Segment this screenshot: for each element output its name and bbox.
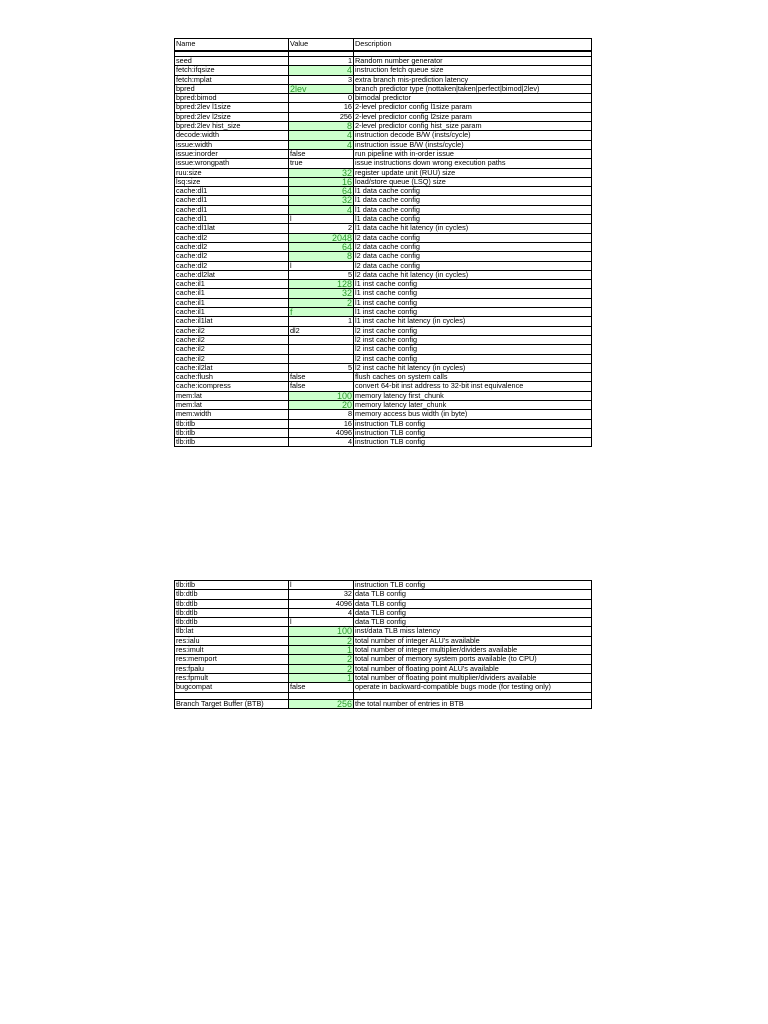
param-description-cell[interactable]: total number of integer ALU's available [354, 636, 592, 645]
table-row [175, 618, 592, 627]
param-description-cell[interactable]: register update unit (RUU) size [354, 168, 592, 177]
param-description-cell[interactable]: l1 data cache config [354, 215, 592, 224]
param-value-cell[interactable]: l [289, 618, 354, 627]
param-name-cell[interactable]: mem:width [175, 410, 289, 419]
table-row [175, 187, 592, 196]
param-name-cell[interactable]: mem:lat [175, 400, 289, 409]
table-row [175, 84, 592, 93]
param-value-cell[interactable]: 100 [289, 627, 354, 636]
table-row [175, 363, 592, 372]
param-value-cell[interactable]: 4096 [289, 428, 354, 437]
param-description-cell[interactable]: flush caches on system calls [354, 373, 592, 382]
param-name-cell[interactable]: bugcompat [175, 683, 289, 692]
param-value-cell[interactable]: 32 [289, 168, 354, 177]
param-description-cell[interactable]: l1 inst cache config [354, 289, 592, 298]
param-name-cell[interactable]: res:ialu [175, 636, 289, 645]
param-name-cell[interactable]: decode:width [175, 131, 289, 140]
param-value-cell[interactable]: 2048 [289, 233, 354, 242]
param-description-cell[interactable]: total number of integer multiplier/dividers available [354, 646, 592, 655]
table-row [175, 373, 592, 382]
param-description-cell[interactable]: l1 data cache config [354, 205, 592, 214]
param-description-cell[interactable]: instruction TLB config [354, 581, 592, 590]
table-row [175, 233, 592, 242]
table-row [175, 655, 592, 664]
param-name-cell[interactable]: cache:dl1 [175, 205, 289, 214]
param-name-cell[interactable]: cache:dl1 [175, 196, 289, 205]
param-description-cell[interactable]: l2 data cache config [354, 242, 592, 251]
param-value-cell[interactable]: false [289, 382, 354, 391]
table-row [175, 664, 592, 673]
param-name-cell[interactable]: seed [175, 57, 289, 66]
table-row [175, 590, 592, 599]
param-value-cell[interactable]: l [289, 215, 354, 224]
param-name-cell[interactable]: tlb:dtlb [175, 618, 289, 627]
table-row [175, 289, 592, 298]
param-value-cell[interactable]: 2 [289, 636, 354, 645]
param-value-cell[interactable]: 4 [289, 438, 354, 447]
table-row [175, 261, 592, 270]
param-name-cell[interactable]: res:memport [175, 655, 289, 664]
param-description-cell[interactable]: load/store queue (LSQ) size [354, 177, 592, 186]
table-row [175, 196, 592, 205]
param-name-cell[interactable]: res:fpmult [175, 673, 289, 682]
table-row [175, 66, 592, 75]
table-row [175, 627, 592, 636]
table-row [175, 270, 592, 279]
table-row [175, 419, 592, 428]
param-description-cell[interactable]: total number of memory system ports available (to CPU) [354, 655, 592, 664]
param-value-cell[interactable]: 1 [289, 673, 354, 682]
param-name-cell[interactable]: cache:il1lat [175, 317, 289, 326]
param-description-cell[interactable]: l2 data cache config [354, 252, 592, 261]
table-row [175, 308, 592, 317]
param-name-cell[interactable]: cache:dl2 [175, 242, 289, 251]
param-value-cell[interactable]: 4 [289, 140, 354, 149]
param-name-cell[interactable]: fetch:ifqsize [175, 66, 289, 75]
param-name-cell[interactable]: tlb:dtlb [175, 590, 289, 599]
table-row [175, 168, 592, 177]
param-name-cell[interactable]: fetch:mplat [175, 75, 289, 84]
param-description-cell[interactable]: operate in backward-compatible bugs mode (for testing only) [354, 683, 592, 692]
param-description-cell[interactable]: 2-level predictor config hist_size param [354, 122, 592, 131]
table-row [175, 391, 592, 400]
table-row [175, 57, 592, 66]
param-name-cell[interactable]: lsq:size [175, 177, 289, 186]
param-value-cell[interactable]: 2 [289, 655, 354, 664]
param-name-cell[interactable]: tlb:dtlb [175, 608, 289, 617]
table-row [175, 581, 592, 590]
param-name-cell[interactable]: cache:dl1 [175, 215, 289, 224]
blank-row [175, 692, 592, 699]
table-row [175, 242, 592, 251]
param-name-cell[interactable]: bpred:2lev l2size [175, 112, 289, 121]
btb-description-cell[interactable]: the total number of entries in BTB [354, 699, 592, 708]
param-description-cell[interactable]: instruction decode B/W (insts/cycle) [354, 131, 592, 140]
table-row [175, 599, 592, 608]
parameter-table-1 [174, 38, 592, 447]
param-name-cell[interactable]: res:fpalu [175, 664, 289, 673]
param-value-cell[interactable]: 4 [289, 608, 354, 617]
param-description-cell[interactable]: total number of floating point multiplier/dividers available [354, 673, 592, 682]
param-value-cell[interactable]: 32 [289, 289, 354, 298]
param-value-cell[interactable]: dl2 [289, 326, 354, 335]
param-name-cell[interactable]: cache:il1 [175, 280, 289, 289]
param-description-cell[interactable]: l2 inst cache config [354, 335, 592, 344]
param-value-cell[interactable]: 8 [289, 410, 354, 419]
table-row [175, 280, 592, 289]
param-value-cell[interactable]: 100 [289, 391, 354, 400]
param-value-cell[interactable]: 32 [289, 590, 354, 599]
table-row [175, 224, 592, 233]
table-row [175, 400, 592, 409]
table-row [175, 428, 592, 437]
param-name-cell[interactable]: tlb:itlb [175, 419, 289, 428]
param-description-cell[interactable]: instruction TLB config [354, 428, 592, 437]
param-description-cell[interactable]: issue instructions down wrong execution paths [354, 159, 592, 168]
param-value-cell[interactable]: 3 [289, 75, 354, 84]
param-value-cell[interactable]: 4 [289, 66, 354, 75]
param-description-cell[interactable]: data TLB config [354, 590, 592, 599]
param-name-cell[interactable]: cache:il2 [175, 345, 289, 354]
param-value-cell[interactable]: 16 [289, 419, 354, 428]
param-description-cell[interactable]: l2 inst cache hit latency (in cycles) [354, 363, 592, 372]
param-description-cell[interactable]: data TLB config [354, 608, 592, 617]
table-row [175, 140, 592, 149]
param-value-cell[interactable]: 2 [289, 224, 354, 233]
param-value-cell[interactable]: 4 [289, 205, 354, 214]
param-value-cell[interactable]: 64 [289, 187, 354, 196]
table-row [175, 438, 592, 447]
param-description-cell[interactable]: convert 64-bit inst address to 32-bit inst equivalence [354, 382, 592, 391]
param-value-cell[interactable]: 2lev [289, 84, 354, 93]
param-name-cell[interactable]: ruu:size [175, 168, 289, 177]
param-name-cell[interactable]: mem:lat [175, 391, 289, 400]
param-value-cell[interactable]: 1 [289, 646, 354, 655]
param-value-cell[interactable]: 16 [289, 177, 354, 186]
param-description-cell[interactable]: instruction TLB config [354, 438, 592, 447]
param-value-cell[interactable]: 8 [289, 122, 354, 131]
parameter-table-2 [174, 580, 592, 709]
param-value-cell[interactable]: 128 [289, 280, 354, 289]
param-description-cell[interactable]: total number of floating point ALU's available [354, 664, 592, 673]
param-name-cell[interactable]: cache:il2 [175, 326, 289, 335]
table-row [175, 326, 592, 335]
param-name-cell[interactable]: bpred:2lev l1size [175, 103, 289, 112]
param-name-cell[interactable]: tlb:lat [175, 627, 289, 636]
param-value-cell[interactable]: 2 [289, 298, 354, 307]
param-name-cell[interactable]: tlb:itlb [175, 428, 289, 437]
param-description-cell[interactable]: instruction issue B/W (insts/cycle) [354, 140, 592, 149]
param-description-cell[interactable]: bimodal predictor [354, 94, 592, 103]
table-row [175, 177, 592, 186]
param-description-cell[interactable]: branch predictor type (nottaken|taken|perfect|bimod|2lev) [354, 84, 592, 93]
param-description-cell[interactable]: data TLB config [354, 599, 592, 608]
table-row [175, 636, 592, 645]
param-value-cell[interactable] [289, 345, 354, 354]
table-row [175, 131, 592, 140]
param-value-cell[interactable]: 256 [289, 112, 354, 121]
param-description-cell[interactable]: l2 inst cache config [354, 326, 592, 335]
header-name: Name [175, 39, 289, 52]
param-name-cell[interactable]: tlb:dtlb [175, 599, 289, 608]
table-row [175, 215, 592, 224]
param-value-cell[interactable]: 32 [289, 196, 354, 205]
param-value-cell[interactable]: 4096 [289, 599, 354, 608]
param-description-cell[interactable]: l1 inst cache config [354, 298, 592, 307]
param-description-cell[interactable]: l2 data cache config [354, 233, 592, 242]
btb-value-cell[interactable]: 256 [289, 699, 354, 708]
param-name-cell[interactable]: bpred:bimod [175, 94, 289, 103]
table-row [175, 122, 592, 131]
param-description-cell[interactable]: data TLB config [354, 618, 592, 627]
param-description-cell[interactable]: l1 data cache config [354, 196, 592, 205]
param-description-cell[interactable]: l1 inst cache config [354, 308, 592, 317]
table-row [175, 252, 592, 261]
param-name-cell[interactable]: cache:dl1 [175, 187, 289, 196]
param-name-cell[interactable]: cache:dl2 [175, 233, 289, 242]
param-name-cell[interactable]: cache:il2 [175, 335, 289, 344]
param-value-cell[interactable]: 5 [289, 270, 354, 279]
btb-name-cell[interactable]: Branch Target Buffer (BTB) [175, 699, 289, 708]
param-description-cell[interactable]: instruction fetch queue size [354, 66, 592, 75]
param-value-cell[interactable] [289, 335, 354, 344]
param-name-cell[interactable]: cache:icompress [175, 382, 289, 391]
param-name-cell[interactable]: cache:il1 [175, 308, 289, 317]
param-description-cell[interactable]: Random number generator [354, 57, 592, 66]
param-value-cell[interactable]: l [289, 581, 354, 590]
table-row [175, 683, 592, 692]
param-description-cell[interactable]: extra branch mis-prediction latency [354, 75, 592, 84]
table-row [175, 103, 592, 112]
param-name-cell[interactable]: cache:il2lat [175, 363, 289, 372]
param-name-cell[interactable]: cache:dl2 [175, 261, 289, 270]
param-name-cell[interactable]: issue:wrongpath [175, 159, 289, 168]
header-value: Value [289, 39, 354, 52]
param-value-cell[interactable]: false [289, 373, 354, 382]
param-value-cell[interactable]: true [289, 159, 354, 168]
param-name-cell[interactable]: issue:inorder [175, 149, 289, 158]
param-value-cell[interactable]: 0 [289, 94, 354, 103]
param-name-cell[interactable]: tlb:itlb [175, 581, 289, 590]
param-name-cell[interactable]: cache:dl1lat [175, 224, 289, 233]
btb-row [175, 699, 592, 708]
param-value-cell[interactable]: 1 [289, 317, 354, 326]
param-name-cell[interactable]: bpred [175, 84, 289, 93]
header-row [175, 39, 592, 52]
param-value-cell[interactable]: 1 [289, 57, 354, 66]
table-row [175, 75, 592, 84]
table-row [175, 159, 592, 168]
param-value-cell[interactable]: 16 [289, 103, 354, 112]
param-value-cell[interactable]: f [289, 308, 354, 317]
table-row [175, 354, 592, 363]
param-description-cell[interactable]: l2 data cache hit latency (in cycles) [354, 270, 592, 279]
param-description-cell[interactable]: instruction TLB config [354, 419, 592, 428]
param-name-cell[interactable]: bpred:2lev hist_size [175, 122, 289, 131]
param-value-cell[interactable]: 4 [289, 131, 354, 140]
param-description-cell[interactable]: 2-level predictor config l2size param [354, 112, 592, 121]
param-value-cell[interactable]: 5 [289, 363, 354, 372]
param-description-cell[interactable]: l1 inst cache hit latency (in cycles) [354, 317, 592, 326]
param-value-cell[interactable]: false [289, 683, 354, 692]
table-row [175, 608, 592, 617]
param-value-cell[interactable]: 20 [289, 400, 354, 409]
param-value-cell[interactable]: 8 [289, 252, 354, 261]
param-name-cell[interactable]: tlb:itlb [175, 438, 289, 447]
table-row [175, 382, 592, 391]
table-row [175, 149, 592, 158]
param-description-cell[interactable]: memory access bus width (in byte) [354, 410, 592, 419]
param-description-cell[interactable]: l1 inst cache config [354, 280, 592, 289]
table-row [175, 673, 592, 682]
param-description-cell[interactable]: l2 inst cache config [354, 345, 592, 354]
table-row [175, 335, 592, 344]
param-value-cell[interactable] [289, 354, 354, 363]
param-description-cell[interactable]: l1 data cache hit latency (in cycles) [354, 224, 592, 233]
param-name-cell[interactable]: cache:il2 [175, 354, 289, 363]
param-description-cell[interactable]: l2 data cache config [354, 261, 592, 270]
table-row [175, 345, 592, 354]
param-description-cell[interactable]: inst/data TLB miss latency [354, 627, 592, 636]
table-row [175, 298, 592, 307]
table-row [175, 112, 592, 121]
table-row [175, 94, 592, 103]
param-description-cell[interactable]: 2-level predictor config l1size param [354, 103, 592, 112]
param-name-cell[interactable]: cache:il1 [175, 298, 289, 307]
param-value-cell[interactable]: 64 [289, 242, 354, 251]
param-description-cell[interactable]: memory latency first_chunk [354, 391, 592, 400]
param-description-cell[interactable]: memory latency later_chunk [354, 400, 592, 409]
param-description-cell[interactable]: run pipeline with in-order issue [354, 149, 592, 158]
param-description-cell[interactable]: l1 data cache config [354, 187, 592, 196]
param-name-cell[interactable]: cache:dl2 [175, 252, 289, 261]
param-name-cell[interactable]: issue:width [175, 140, 289, 149]
param-value-cell[interactable]: false [289, 149, 354, 158]
param-name-cell[interactable]: cache:dl2lat [175, 270, 289, 279]
table-row [175, 646, 592, 655]
param-value-cell[interactable]: 2 [289, 664, 354, 673]
param-name-cell[interactable]: cache:flush [175, 373, 289, 382]
table-row [175, 205, 592, 214]
param-description-cell[interactable]: l2 inst cache config [354, 354, 592, 363]
param-value-cell[interactable]: l [289, 261, 354, 270]
param-name-cell[interactable]: res:imult [175, 646, 289, 655]
table-row [175, 317, 592, 326]
header-description: Description [354, 39, 592, 52]
table-row [175, 410, 592, 419]
param-name-cell[interactable]: cache:il1 [175, 289, 289, 298]
